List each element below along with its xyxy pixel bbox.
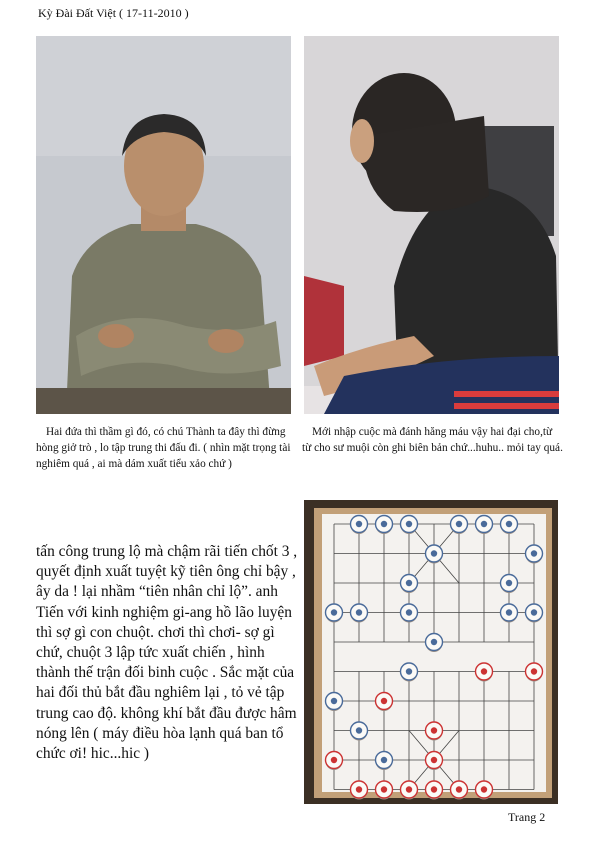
photo-referee <box>36 36 291 414</box>
piece-mark <box>506 521 512 527</box>
piece-mark <box>381 757 387 763</box>
caption-photo-1: Hai đứa thì thầm gì đó, có chú Thành ta đây thì đừng hòng giở trò , lo tập trung thi đấu đi. ( nhìn mặt trọng tài nghiêm quá , ai mà dám xuất tiểu xảo chứ ) <box>36 426 291 470</box>
piece-mark <box>406 609 412 615</box>
piece-mark <box>381 698 387 704</box>
page-header: Kỳ Đài Đất Việt ( 17-11-2010 ) <box>38 6 189 20</box>
photo-recorder <box>304 36 559 414</box>
piece-mark <box>481 521 487 527</box>
piece-mark <box>381 786 387 792</box>
piece-mark <box>506 580 512 586</box>
piece-mark <box>356 609 362 615</box>
page-number: Trang 2 <box>508 810 546 824</box>
piece-mark <box>431 786 437 792</box>
chess-board-illustration <box>304 500 558 804</box>
piece-mark <box>406 521 412 527</box>
piece-mark <box>431 727 437 733</box>
piece-mark <box>431 550 437 556</box>
piece-mark <box>531 609 537 615</box>
piece-mark <box>356 786 362 792</box>
piece-mark <box>456 521 462 527</box>
caption-photo-2: Mới nhập cuộc mà đánh hăng máu vậy hai đại cho,từ từ cho sư muội còn ghi biên bản chứ...huhu.. mỏi tay quá. <box>302 426 563 454</box>
piece-mark <box>406 786 412 792</box>
piece-mark <box>331 757 337 763</box>
photo-referee-illustration <box>36 36 291 414</box>
piece-mark <box>356 521 362 527</box>
piece-mark <box>356 727 362 733</box>
photo-recorder-illustration <box>304 36 559 414</box>
piece-mark <box>431 639 437 645</box>
piece-mark <box>531 668 537 674</box>
piece-mark <box>481 668 487 674</box>
piece-mark <box>431 757 437 763</box>
article-body: tấn công trung lộ mà chậm rãi tiến chốt 3 , quyết định xuất tuyệt kỹ tiên ông chỉ bậy , ây da ! lại nhầm “tiên nhân chỉ lộ”. anh Tiến với kinh nghiệm gi-ang hồ lão luyện thì sợ gì con chuột. chơi thì chơi- sợ gì chứ, chuột 3 lập tức xuất chiến , hình thành thế trận đối binh cuộc . Sắc mặt của hai đối thủ bắt đầu nghiêm lại , tỏ vẻ tập trung cao độ. không khí bắt đầu được hâm nóng lên ( máy điều hòa lạnh quá ban tổ chức ơi! hic...hic ) <box>36 543 298 763</box>
piece-mark <box>456 786 462 792</box>
piece-mark <box>506 609 512 615</box>
piece-mark <box>331 609 337 615</box>
piece-mark <box>381 521 387 527</box>
piece-mark <box>406 668 412 674</box>
piece-mark <box>481 786 487 792</box>
piece-mark <box>331 698 337 704</box>
piece-mark <box>531 550 537 556</box>
photo-chess-board <box>304 500 558 804</box>
piece-mark <box>406 580 412 586</box>
